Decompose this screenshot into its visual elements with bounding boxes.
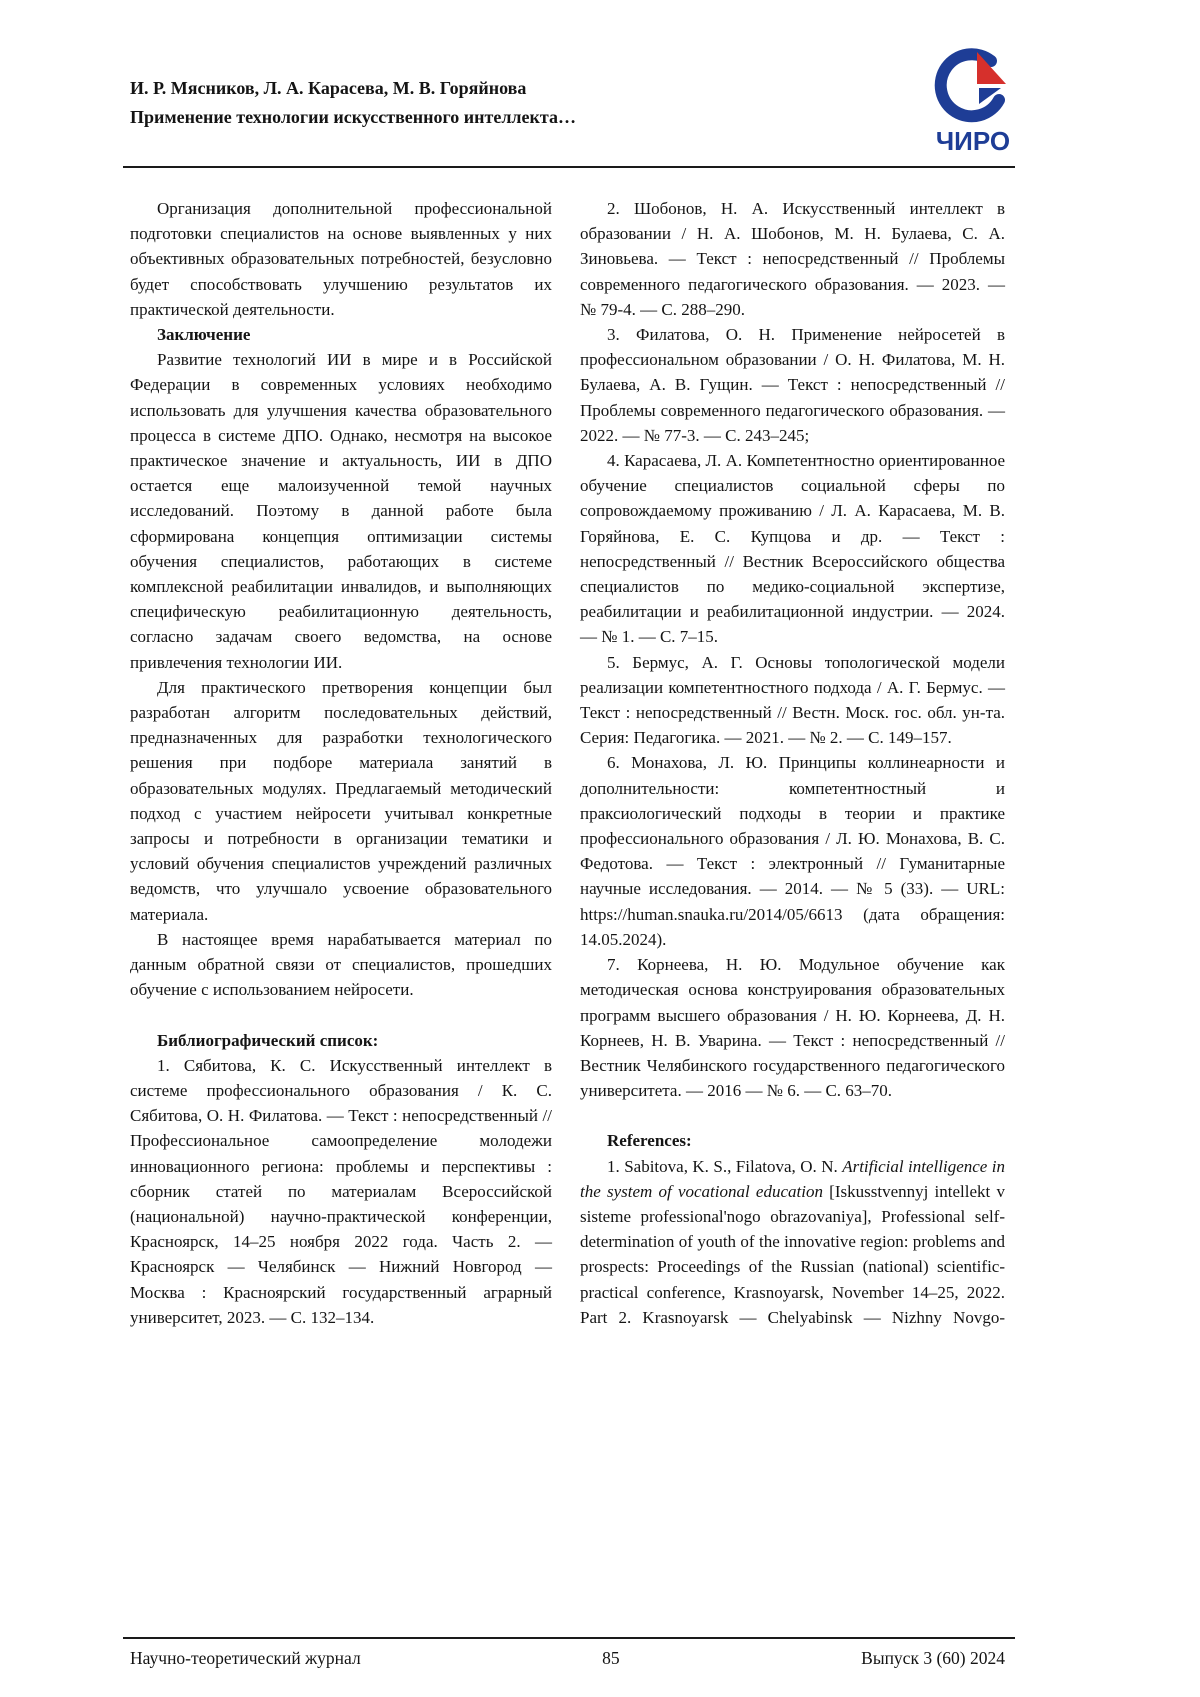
section-heading-bibliography: Библиографический список:	[157, 1030, 379, 1050]
section-heading-references: References:	[607, 1131, 692, 1151]
reference-item-4: 4. Карасаева, Л. А. Компетентностно ориентированное обучение специалистов социальной сферы по сопровождаемому проживанию / Л. А. Карасаева, М. В. Горяйнова, Е. С. Купцова и др. — Текст : непосредственный // Вестник Всероссийского общества специалистов по медико-социальной экспертизе, реабилитации и реабилитационной индустрии. — 2024. — № 1. — С. 7–15.	[580, 451, 1005, 647]
conclusion-paragraph-1: Развитие технологий ИИ в мире и в Российской Федерации в современных условиях необходимо использовать для улучшения качества образовательного процесса в системе ДПО. Однако, несмотря на высокое практическое значение и актуальность, ИИ в ДПО остается еще малоизученной темой научных исследований. Поэтому в данной работе была сформирована концепция оптимизации системы обучения специалистов, работающих в системе комплексной реабилитации инвалидов, и выполняющих специфическую реабилитационную деятельность, согласно задачам своего ведомства, на основе привлечения технологии ИИ.	[130, 350, 552, 672]
reference-item-1: 1. Сябитова, К. С. Искусственный интеллект в системе профессионального образования / К. С. Сябитова, О. Н. Филатова. — Текст : непосредственный // Профессиональное самоопределение молодежи инновационного региона: проблемы и перспективы : сборник статей по материалам Всероссийской (национальной) научно-практической конференции, Красноярск, 14–25 ноября 2022 года. Часть 2. — Красноярск — Челябинск — Нижний Новгород — Москва : Красноярский государственный аграрный университет, 2023. — С. 132–134.	[130, 1055, 552, 1327]
reference-en-prefix: 1. Sabitova, K. S., Filatova, O. N.	[607, 1156, 843, 1176]
reference-item-en-1	[580, 1154, 1005, 1330]
right-column	[580, 196, 1005, 1330]
footer-journal-name: Научно-теоретический журнал	[130, 1648, 361, 1668]
chiro-logo-icon	[927, 48, 1019, 156]
logo-arc	[940, 54, 998, 116]
section-heading-conclusion: Заключение	[157, 325, 251, 345]
conclusion-paragraph-3: В настоящее время нарабатывается материал по данным обратной связи от специалистов, прошедших обучение с использованием нейросети.	[130, 929, 552, 1000]
left-column	[130, 196, 552, 1330]
footer-issue: Выпуск 3 (60) 2024	[861, 1648, 1005, 1668]
reference-item-5: 5. Бермус, А. Г. Основы топологической модели реализации компетентностного подхода / А. Г. Бермус. — Текст : непосредственный // Вестн. Моск. гос. обл. ун-та. Серия: Педагогика. — 2021. — № 2. — С. 149–157.	[580, 652, 1005, 748]
intro-paragraph: Организация дополнительной профессиональной подготовки специалистов на основе выявленных у них объективных образовательных потребностей, безусловно будет способствовать улучшению результатов их практической деятельности.	[130, 199, 552, 319]
reference-item-2: 2. Шобонов, Н. А. Искусственный интеллект в образовании / Н. А. Шобонов, М. Н. Булаева, С. А. Зиновьева. — Текст : непосредственный // Проблемы современного педагогического образования. — 2023. — № 79-4. — С. 288–290.	[580, 199, 1005, 319]
header-divider	[123, 166, 1015, 168]
reference-item-7: 7. Корнеева, Н. Ю. Модульное обучение как методическая основа конструирования образовательных программ высшего образования / Н. Ю. Корнеева, Д. Н. Корнеев, Н. В. Уварина. — Текст : непосредственный // Вестник Челябинского государственного педагогического университета. — 2016 — № 6. — С. 63–70.	[580, 955, 1005, 1101]
reference-en-title-italic: Artificial intelligence in the system of vocational education	[580, 1156, 1006, 1201]
page-footer	[130, 1648, 1005, 1669]
reference-item-3: 3. Филатова, О. Н. Применение нейросетей в профессиональном образовании / О. Н. Филатова, М. Н. Булаева, А. В. Гущин. — Текст : непосредственный // Проблемы современного педагогического образования. — 2022. — № 77-3. — С. 243–245;	[580, 325, 1005, 445]
footer-page-number: 85	[602, 1648, 620, 1668]
conclusion-paragraph-2: Для практического претворения концепции был разработан алгоритм последовательных действий, предназначенных для разработки технологического решения при подборе материала занятий в образовательных модулях. Предлагаемый методический подход с участием нейросети учитывал конкретные запросы и потребности в организации тематики и условий обучения специалистов учреждений различных ведомств, что улучшало усвоение образовательного материала.	[130, 677, 552, 924]
header-authors: И. Р. Мясников, Л. А. Карасева, М. В. Горяйнова	[130, 78, 527, 98]
logo-text: ЧИРО	[935, 126, 1010, 156]
reference-en-suffix: [Iskusstvennyj intellekt v sisteme professional'nogo obrazovaniya], Professional self-determination of youth of the innovative region: problems and prospects: Proceedings of the Russian (national) scientific-practical conference, Krasnoyarsk, November 14–25, 2022. Part 2. Krasnoyarsk — Chelyabinsk — Nizhny Novgo-	[580, 1181, 1005, 1327]
page-header	[130, 74, 910, 132]
chiro-logo	[925, 48, 1020, 161]
reference-item-6: 6. Монахова, Л. Ю. Принципы коллинеарности и дополнительности: компетентностный и праксиологический подходы в теории и практике профессионального образования / Л. Ю. Монахова, В. С. Федотова. — Текст : электронный // Гуманитарные научные исследования. — 2014. — № 5 (33). — URL: https://human.snauka.ru/2014/05/6613 (дата обращения: 14.05.2024).	[580, 753, 1005, 949]
footer-divider	[123, 1637, 1015, 1639]
article-body	[130, 196, 1005, 1330]
header-running-title: Применение технологии искусственного интеллекта…	[130, 107, 576, 127]
